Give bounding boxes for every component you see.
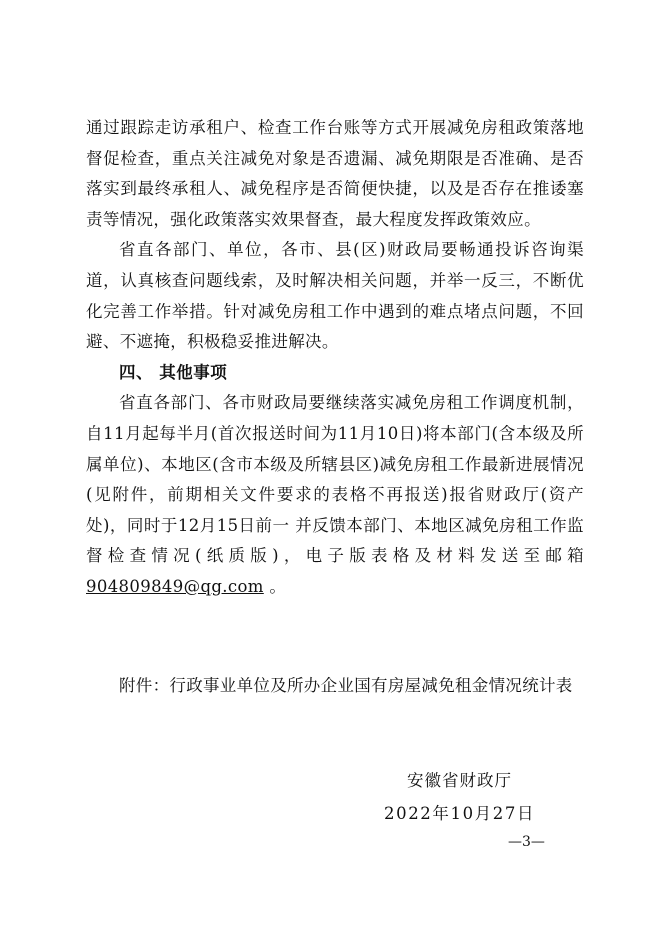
email-address: 904809849@qg.com — [86, 576, 264, 596]
attachment-line: 附件：行政事业单位及所办企业国有房屋减免租金情况统计表 — [119, 676, 573, 695]
paragraph-complaint-channels: 省直各部门、单位，各市、县(区)财政局要畅通投诉咨询渠道，认真核查问题线索，及时解决相关问题，并举一反三，不断优化完善工作举措。针对减免房租工作中遇到的难点堵点问题，不回避、不遮掩，积极稳妥推进解决。 — [86, 240, 584, 352]
signing-date: 2022年10月27日 — [384, 804, 536, 823]
paragraph-supervision-check: 通过跟踪走访承租户、检查工作台账等方式开展减免房租政策落地督促检查，重点关注减免对象是否遗漏、减免期限是否准确、是否落实到最终承租人、减免程序是否简便快捷，以及是否存在推诿塞责等情况，强化政策落实效果督查，最大程度发挥政策效应。 — [86, 118, 584, 229]
document-body — [86, 113, 584, 603]
signing-authority: 安徽省财政厅 — [407, 771, 512, 790]
reporting-end: 。 — [263, 576, 287, 596]
reporting-text: 省直各部门、各市财政局要继续落实减免房租工作调度机制，自11月起每半月(首次报送时间为11月10日)将本部门(含本级及所属单位)、本地区(含市本级及所辖县区)减免房租工作最新进展情况(见附件，前期相关文件要求的表格不再报送)报省财政厅(资产处)，同时于12月15日前一 并反馈本部门、本地区减免房租工作监督检查情况(纸质版)，电子版表格及材料发送至邮箱 — [86, 393, 584, 566]
section-heading-other-matters: 四、 其他事项 — [119, 362, 228, 382]
paragraph-reporting-mechanism — [86, 388, 584, 602]
page-number: —3— — [508, 834, 545, 850]
